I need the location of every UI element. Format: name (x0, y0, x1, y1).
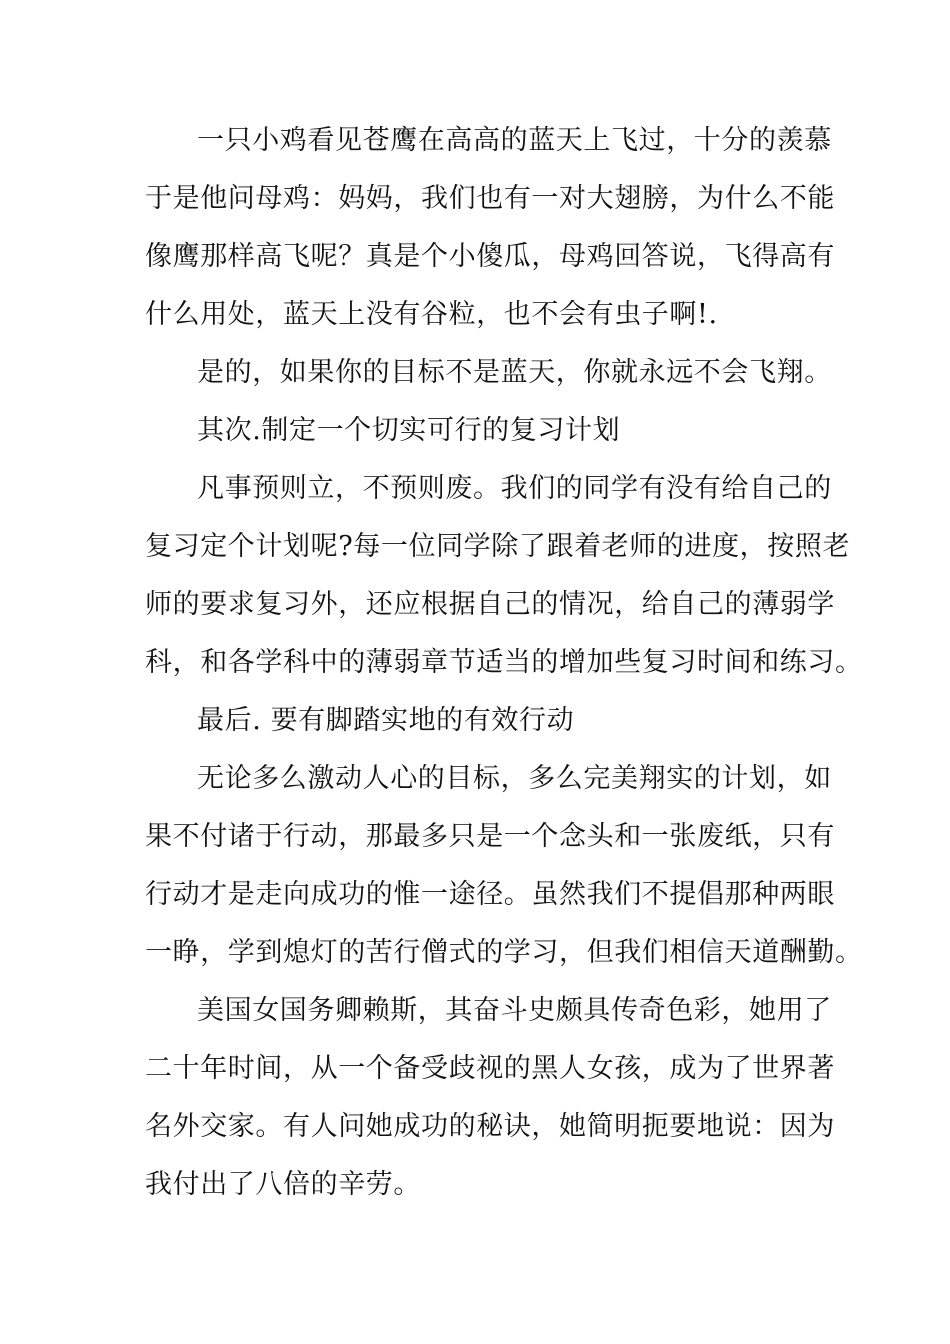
text-line: 果不付诸于行动，那最多只是一个念头和一张废纸，只有 (145, 821, 835, 852)
text-line: 凡事预则立，不预则废。我们的同学有没有给自己的 (197, 473, 832, 504)
text-line: 我付出了八倍的辛劳。 (145, 1169, 421, 1200)
text-line: 师的要求复习外，还应根据自己的情况，给自己的薄弱学 (145, 589, 835, 620)
text-line: 什么用处，蓝天上没有谷粒，也不会有虫子啊!. (145, 299, 718, 330)
text-line: 于是他问母鸡：妈妈，我们也有一对大翅膀，为什么不能 (145, 183, 835, 214)
text-line: 美国女国务卿赖斯，其奋斗史颇具传奇色彩，她用了 (197, 995, 832, 1026)
section-heading: 最后. 要有脚踏实地的有效行动 (197, 705, 575, 736)
text-line: 像鹰那样高飞呢？真是个小傻瓜，母鸡回答说，飞得高有 (145, 241, 835, 272)
text-line: 是的，如果你的目标不是蓝天，你就永远不会飞翔。 (197, 357, 832, 388)
section-heading: 其次.制定一个切实可行的复习计划 (197, 415, 621, 446)
text-line: 科，和各学科中的薄弱章节适当的增加些复习时间和练习。 (145, 647, 863, 678)
text-line: 复习定个计划呢?每一位同学除了跟着老师的进度，按照老 (145, 531, 851, 562)
text-line: 行动才是走向成功的惟一途径。虽然我们不提倡那种两眼 (145, 879, 835, 910)
text-line: 无论多么激动人心的目标，多么完美翔实的计划，如 (197, 763, 832, 794)
text-line: 一睁，学到熄灯的苦行僧式的学习，但我们相信天道酬勤。 (145, 937, 863, 968)
text-line: 一只小鸡看见苍鹰在高高的蓝天上飞过，十分的羡慕 (197, 125, 832, 156)
text-line: 名外交家。有人问她成功的秘诀，她简明扼要地说：因为 (145, 1111, 835, 1142)
text-line: 二十年时间，从一个备受歧视的黑人女孩，成为了世界著 (145, 1053, 835, 1084)
